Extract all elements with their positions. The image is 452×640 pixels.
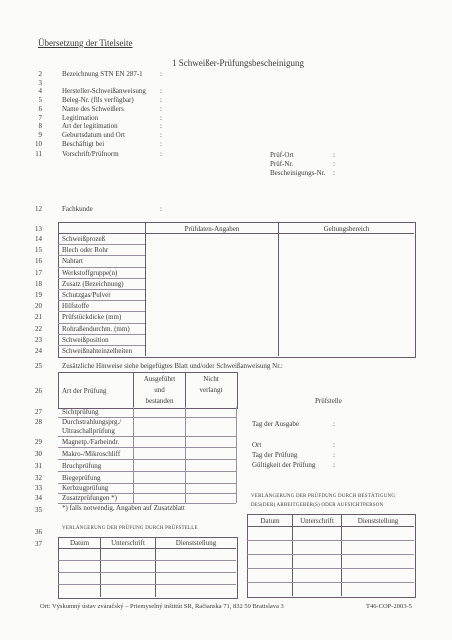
row-number: 24 xyxy=(35,347,42,355)
field-colon: : xyxy=(160,105,162,113)
row-number: 3 xyxy=(38,79,42,87)
table1-row-label: Werkstoffgruppe(n) xyxy=(62,268,118,277)
footer-code: T46-COP-2003-5 xyxy=(366,603,412,610)
table2-row-label: Magnetp./Farbeindr. xyxy=(62,438,120,446)
table2-row-label: Biegeprüfung xyxy=(62,474,101,482)
row-number: 15 xyxy=(35,246,42,255)
pruefstelle-heading: Prüfstelle xyxy=(315,397,342,405)
table1-row-label: Rohraßendurchm. (mm) xyxy=(62,324,130,333)
row-number: 23 xyxy=(35,335,42,344)
table2-row-label: Durchstrahlungsprg./ xyxy=(62,418,122,426)
page-title: Übersetzung der Titelseite xyxy=(38,38,133,48)
row-divider xyxy=(58,345,145,346)
row-number: 27 xyxy=(35,408,42,416)
col-unterschrift: Unterschrift xyxy=(111,539,145,547)
table2-row-label: Kerbzugprüfung xyxy=(62,484,109,492)
col-ausgefuehrt-2: und xyxy=(154,386,165,394)
row-number: 12 xyxy=(35,205,42,213)
field-colon: : xyxy=(160,131,162,139)
row-number: 9 xyxy=(38,131,42,139)
col-art-der-pruefung: Art der Prüfung xyxy=(62,387,107,395)
row-number: 32 xyxy=(35,474,42,482)
verlaengerung-right-heading-1: VERLÄNGERUNG DER PRÜFDUNG DURCH BESTÄTIGUNG xyxy=(251,494,396,499)
right-field-colon: : xyxy=(333,169,335,177)
table1-row-label: Schweißprozeß xyxy=(62,235,106,243)
col-nicht-2: verlangt xyxy=(199,386,223,394)
colon: : xyxy=(333,420,335,428)
row-number: 22 xyxy=(35,324,42,333)
fachkunde-colon: : xyxy=(160,205,162,213)
table-prufdaten xyxy=(58,222,416,358)
colon: : xyxy=(333,461,335,469)
row-number: 29 xyxy=(35,438,42,446)
form-title: 1 Schweißer-Prüfungsbescheinigung xyxy=(172,58,305,68)
field-colon: : xyxy=(160,70,162,78)
row-number: 13 xyxy=(35,225,42,233)
row-number: 8 xyxy=(38,122,42,130)
col-ausgefuehrt-1: Ausgeführt xyxy=(143,375,176,383)
field-label: Vorschrift/Prüfnorm xyxy=(62,150,119,158)
row-divider xyxy=(58,311,145,312)
right-field-colon: : xyxy=(333,160,335,168)
field-label: Legitimation xyxy=(62,114,99,122)
col-pruefdaten: Prüfdaten-Angaben xyxy=(184,225,240,233)
table2-row-label: Zusatzprüfungen *) xyxy=(62,494,118,502)
table1-row-label: Schutzgas/Pulver xyxy=(62,291,111,299)
row-number: 30 xyxy=(35,450,42,458)
table2-row-label: Sichtprüfung xyxy=(62,408,99,416)
table1-row-label: Blech oder Rohr xyxy=(62,246,109,255)
row-number: 28 xyxy=(35,418,42,426)
row-divider xyxy=(58,459,236,460)
row-divider xyxy=(58,244,145,245)
col-datum: Datum xyxy=(260,517,280,525)
row-number: 17 xyxy=(35,268,42,277)
row-number: 7 xyxy=(38,114,42,122)
row-divider xyxy=(58,334,145,335)
row-divider xyxy=(58,447,236,448)
note-25: Zusätzliche Hinweise siehe beigefügtes Blatt und/oder Schweißanweisung Nr.: xyxy=(62,362,283,370)
right-field-label: Prüf-Nr. xyxy=(270,160,294,168)
field-colon: : xyxy=(160,87,162,95)
field-colon: : xyxy=(160,114,162,122)
row-number: 34 xyxy=(35,494,42,502)
row-number: 25 xyxy=(35,362,42,370)
table2-row-label-2: Ultraschallprüfung xyxy=(62,427,115,435)
table1-row-label: Schweißposition xyxy=(62,335,109,344)
footer-address: Ort: Výskumný ústav zváračský – Priemyselný inštitút SR, Račianska 71, 832 59 Bratislava 3 xyxy=(40,603,284,610)
field-label: Geburtsdatum und Ort xyxy=(62,131,125,139)
col-nicht-1: Nicht xyxy=(203,375,219,383)
right-field-label: Bescheinigungs-Nr. xyxy=(270,169,326,177)
note-35: *) falls notwendig, Angaben auf Zusatzblatt xyxy=(62,504,185,512)
row-number: 18 xyxy=(35,279,42,288)
row-number: 26 xyxy=(35,387,42,395)
pruefstelle-tag-pruefung: Tag der Prüfung xyxy=(252,451,298,459)
field-label: Art der legitimation xyxy=(62,122,118,130)
table1-row-label: Nahtart xyxy=(62,257,83,266)
row-divider xyxy=(58,255,145,256)
field-colon: : xyxy=(160,96,162,104)
fachkunde-label: Fachkunde xyxy=(62,205,93,213)
col-unterschrift: Unterschrift xyxy=(300,517,334,525)
row-number: 4 xyxy=(38,87,42,95)
row-divider xyxy=(58,300,145,301)
pruefstelle-gueltigkeit: Gültigkeit der Prüfung xyxy=(252,461,316,469)
col-geltungsbereich: Geltungsbereich xyxy=(323,225,370,233)
field-label: Beschäftigt bei xyxy=(62,140,105,148)
field-label: Hersteller-Schweißanweisung xyxy=(62,87,146,95)
row-number: 2 xyxy=(38,70,42,78)
row-number: 5 xyxy=(38,96,42,104)
right-field-label: Prüf-Ort xyxy=(270,151,294,159)
pruefstelle-ort: Ort xyxy=(252,441,262,449)
field-colon: : xyxy=(160,122,162,130)
table2-row-label: Makro-/Mikroschliff xyxy=(62,450,121,458)
col-ausgefuehrt-3: bestanden xyxy=(145,397,174,405)
table1-row-label: Zusatz (Bezeichnung) xyxy=(62,279,124,288)
col-dienststellung: Dienststellung xyxy=(175,539,217,547)
row-divider xyxy=(58,436,236,437)
row-number: 37 xyxy=(35,540,42,548)
row-number: 20 xyxy=(35,302,42,311)
verlaengerung-right-heading-2: DES(DER) ARBEITGEBER(S) ODER AUFSICHTPERSON xyxy=(251,503,384,508)
row-number: 19 xyxy=(35,291,42,299)
field-colon: : xyxy=(160,140,162,148)
field-colon: : xyxy=(160,150,162,158)
row-number: 14 xyxy=(35,235,42,243)
right-field-colon: : xyxy=(333,151,335,159)
row-number: 33 xyxy=(35,484,42,492)
row-divider xyxy=(58,323,145,324)
row-number: 35 xyxy=(35,506,42,514)
table1-row-label: Schweißnahteinzelheiten xyxy=(62,347,132,355)
row-number: 36 xyxy=(35,528,42,536)
row-number: 11 xyxy=(35,150,42,158)
table2-row-label: Bruchprüfung xyxy=(62,462,102,470)
row-divider xyxy=(58,278,145,279)
field-label: Beleg-Nr. (flls verfügbar) xyxy=(62,96,134,104)
colon: : xyxy=(333,451,335,459)
table1-row-label: Hilfstoffe xyxy=(62,302,90,311)
col-dienststellung: Dienststellung xyxy=(357,517,399,525)
row-divider xyxy=(58,289,145,290)
colon: : xyxy=(333,441,335,449)
row-number: 31 xyxy=(35,462,42,470)
verlaengerung-left-heading: VERLÄNGERUNG DER PRÜFUNG DURCH PRÜFSTELLE xyxy=(62,526,198,531)
row-number: 16 xyxy=(35,257,42,266)
field-label: Name des Schweißers xyxy=(62,105,124,113)
row-divider xyxy=(58,471,236,472)
col-datum: Datum xyxy=(69,539,90,547)
row-divider xyxy=(58,267,145,268)
row-number: 6 xyxy=(38,105,42,113)
pruefstelle-tag-ausgabe: Tag der Ausgabe xyxy=(252,420,299,428)
row-number: 21 xyxy=(35,313,42,322)
row-number: 10 xyxy=(35,140,42,148)
field-label: Bezeichnung STN EN 287-1 xyxy=(62,70,143,78)
table1-row-label: Prüfstückdicke (mm) xyxy=(62,313,122,322)
